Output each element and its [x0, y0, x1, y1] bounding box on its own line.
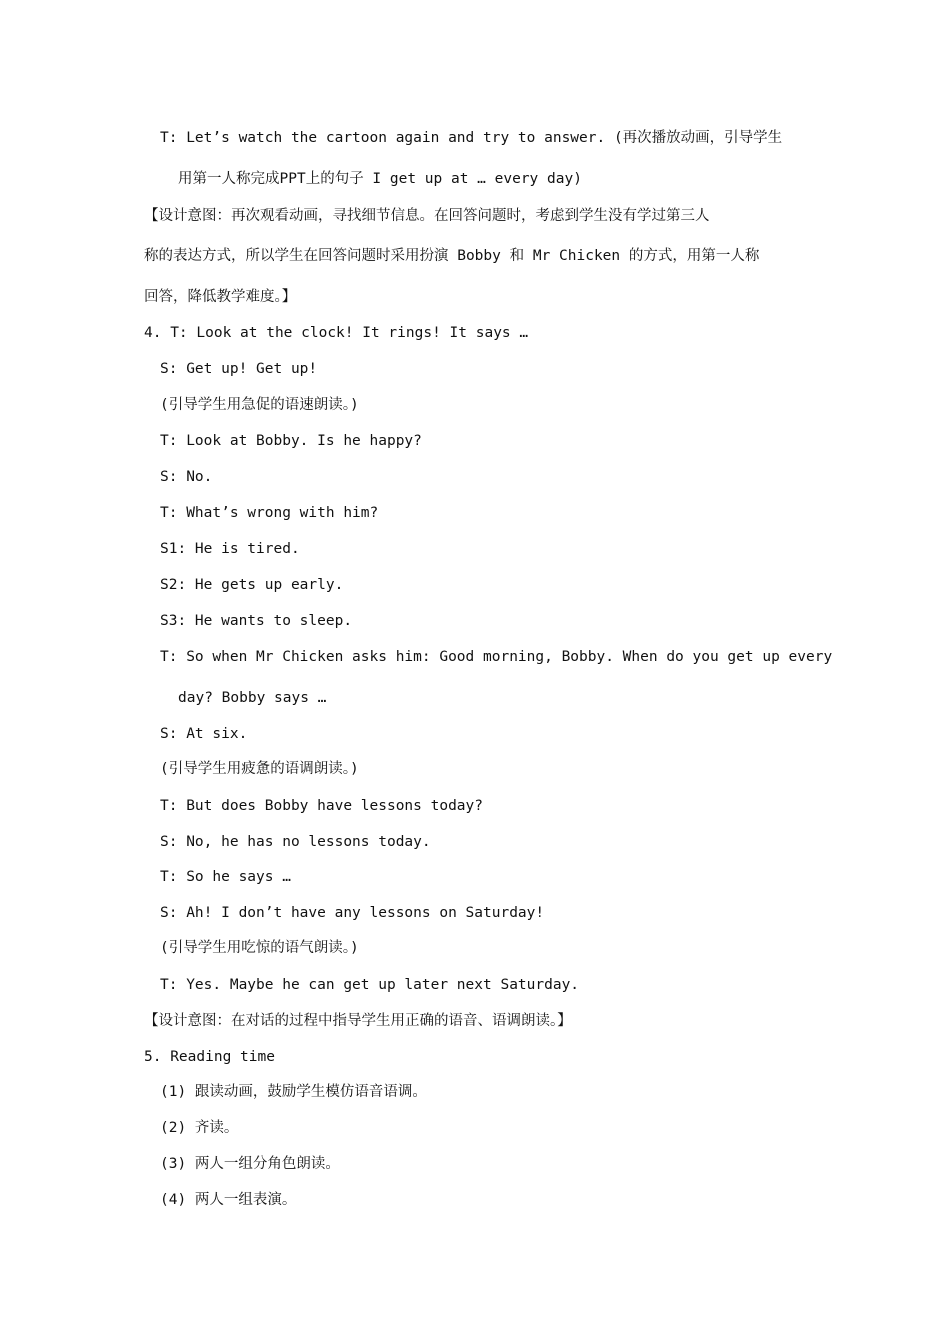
- text-line: T: Look at Bobby. Is he happy?: [160, 433, 422, 449]
- text-line: T: Let’s watch the cartoon again and try to answer. (再次播放动画，引导学生: [160, 130, 783, 146]
- text-line: S: No, he has no lessons today.: [160, 834, 431, 850]
- section-heading: 4. T: Look at the clock! It rings! It says …: [144, 325, 529, 341]
- design-intent-line: 【设计意图：再次观看动画，寻找细节信息。在回答问题时，考虑到学生没有学过第三人: [144, 208, 710, 224]
- design-intent-line: 【设计意图：在对话的过程中指导学生用正确的语音、语调朗读。】: [144, 1013, 572, 1029]
- design-intent-line: 回答，降低教学难度。】: [144, 289, 297, 305]
- text-line: S: Get up! Get up!: [160, 361, 318, 377]
- text-line: T: So he says …: [160, 869, 291, 885]
- text-line: T: But does Bobby have lessons today?: [160, 798, 484, 814]
- section-heading: 5. Reading time: [144, 1049, 275, 1065]
- text-line: (引导学生用疲惫的语调朗读。): [160, 761, 359, 777]
- text-line: day? Bobby says …: [178, 690, 327, 706]
- text-line: S2: He gets up early.: [160, 577, 344, 593]
- text-line: S: At six.: [160, 726, 248, 742]
- text-line: S: No.: [160, 469, 213, 485]
- list-item: (3) 两人一组分角色朗读。: [160, 1156, 340, 1172]
- text-line: S: Ah! I don’t have any lessons on Saturday!: [160, 905, 545, 921]
- text-line: T: Yes. Maybe he can get up later next Saturday.: [160, 977, 580, 993]
- text-line: S3: He wants to sleep.: [160, 613, 353, 629]
- list-item: (4) 两人一组表演。: [160, 1192, 297, 1208]
- design-intent-line: 称的表达方式，所以学生在回答问题时采用扮演 Bobby 和 Mr Chicken 的方式，用第一人称: [144, 248, 760, 264]
- text-line: T: What’s wrong with him?: [160, 505, 379, 521]
- text-line: T: So when Mr Chicken asks him: Good morning, Bobby. When do you get up every: [160, 649, 833, 665]
- text-line: 用第一人称完成PPT上的句子 I get up at … every day): [178, 171, 582, 187]
- text-line: (引导学生用急促的语速朗读。): [160, 397, 359, 413]
- text-line: S1: He is tired.: [160, 541, 300, 557]
- text-line: (引导学生用吃惊的语气朗读。): [160, 940, 359, 956]
- list-item: (1) 跟读动画，鼓励学生模仿语音语调。: [160, 1084, 427, 1100]
- list-item: (2) 齐读。: [160, 1120, 239, 1136]
